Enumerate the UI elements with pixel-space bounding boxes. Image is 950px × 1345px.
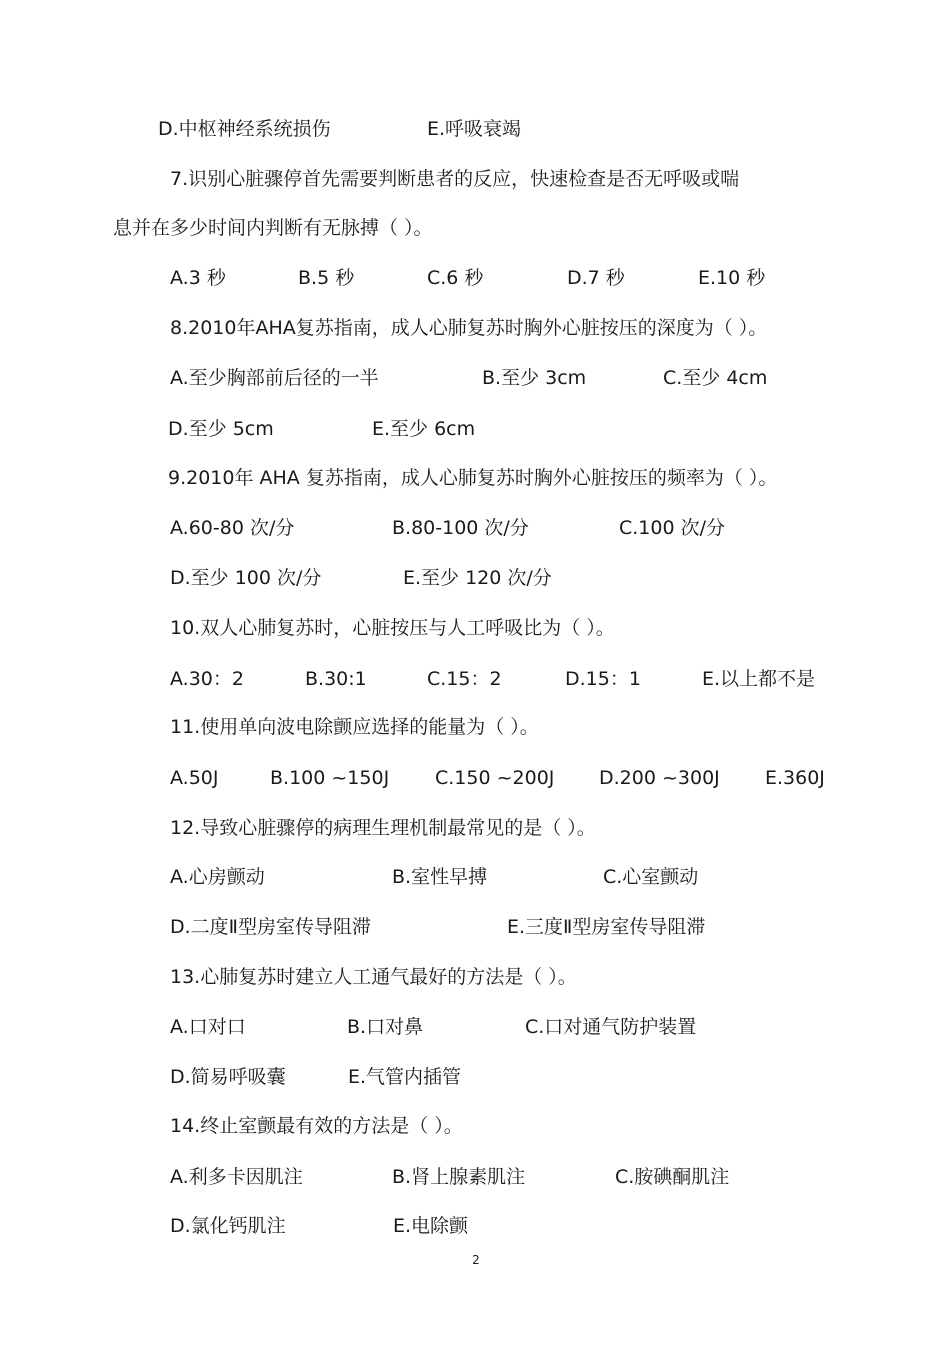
q12-stem: 12.导致心脏骤停的病理生理机制最常见的是（ ）。 <box>170 817 596 839</box>
q9-option-b: B.80-100 次/分 <box>392 517 529 539</box>
q6-option-e: E.呼吸衰竭 <box>427 118 522 140</box>
q8-option-c: C.至少 4cm <box>663 367 768 389</box>
q13-stem: 13.心肺复苏时建立人工通气最好的方法是（ ）。 <box>170 966 577 988</box>
q12-option-d: D.二度Ⅱ型房室传导阻滞 <box>170 916 372 938</box>
q6-option-d: D.中枢神经系统损伤 <box>158 118 331 140</box>
q11-option-a: A.50J <box>170 767 219 789</box>
q10-option-c: C.15：2 <box>427 668 502 690</box>
q11-option-d: D.200 ~300J <box>599 767 720 789</box>
q12-option-c: C.心室颤动 <box>603 866 699 888</box>
q8-option-d: D.至少 5cm <box>168 418 274 440</box>
q11-option-e: E.360J <box>765 767 825 789</box>
q10-option-d: D.15：1 <box>565 668 641 690</box>
q7-option-d: D.7 秒 <box>567 267 625 289</box>
q9-option-c: C.100 次/分 <box>619 517 726 539</box>
q7-option-b: B.5 秒 <box>298 267 355 289</box>
q14-option-e: E.电除颤 <box>393 1215 469 1237</box>
q12-option-a: A.心房颤动 <box>170 866 265 888</box>
q14-stem: 14.终止室颤最有效的方法是（ ）。 <box>170 1115 463 1137</box>
q8-option-a: A.至少胸部前后径的一半 <box>170 367 379 389</box>
q13-option-d: D.简易呼吸囊 <box>170 1066 286 1088</box>
q7-stem-line2: 息并在多少时间内判断有无脉搏（ ）。 <box>113 217 433 239</box>
q14-option-c: C.胺碘酮肌注 <box>615 1166 730 1188</box>
q8-stem: 8.2010年AHA复苏指南，成人心肺复苏时胸外心脏按压的深度为（ ）。 <box>170 317 768 339</box>
q10-option-e: E.以上都不是 <box>702 668 816 690</box>
q9-option-a: A.60-80 次/分 <box>170 517 295 539</box>
q14-option-b: B.肾上腺素肌注 <box>392 1166 526 1188</box>
page-number: 2 <box>472 1253 480 1267</box>
q10-option-a: A.30：2 <box>170 668 244 690</box>
q14-option-d: D.氯化钙肌注 <box>170 1215 286 1237</box>
q13-option-a: A.口对口 <box>170 1016 246 1038</box>
q7-option-c: C.6 秒 <box>427 267 484 289</box>
q11-option-b: B.100 ~150J <box>270 767 390 789</box>
q13-option-e: E.气管内插管 <box>348 1066 462 1088</box>
q10-option-b: B.30:1 <box>305 668 367 690</box>
q12-option-b: B.室性早搏 <box>392 866 488 888</box>
q11-option-c: C.150 ~200J <box>435 767 555 789</box>
q9-option-e: E.至少 120 次/分 <box>403 567 552 589</box>
q7-option-e: E.10 秒 <box>698 267 766 289</box>
q7-option-a: A.3 秒 <box>170 267 226 289</box>
q9-stem: 9.2010年 AHA 复苏指南，成人心肺复苏时胸外心脏按压的频率为（ ）。 <box>168 467 778 489</box>
q10-stem: 10.双人心肺复苏时，心脏按压与人工呼吸比为（ ）。 <box>170 617 615 639</box>
q8-option-b: B.至少 3cm <box>482 367 587 389</box>
q7-stem-line1: 7.识别心脏骤停首先需要判断患者的反应，快速检查是否无呼吸或喘 <box>170 168 740 190</box>
q12-option-e: E.三度Ⅱ型房室传导阻滞 <box>507 916 706 938</box>
q13-option-b: B.口对鼻 <box>347 1016 424 1038</box>
q13-option-c: C.口对通气防护装置 <box>525 1016 697 1038</box>
q8-option-e: E.至少 6cm <box>372 418 476 440</box>
q9-option-d: D.至少 100 次/分 <box>170 567 322 589</box>
q14-option-a: A.利多卡因肌注 <box>170 1166 303 1188</box>
q11-stem: 11.使用单向波电除颤应选择的能量为（ ）。 <box>170 716 539 738</box>
